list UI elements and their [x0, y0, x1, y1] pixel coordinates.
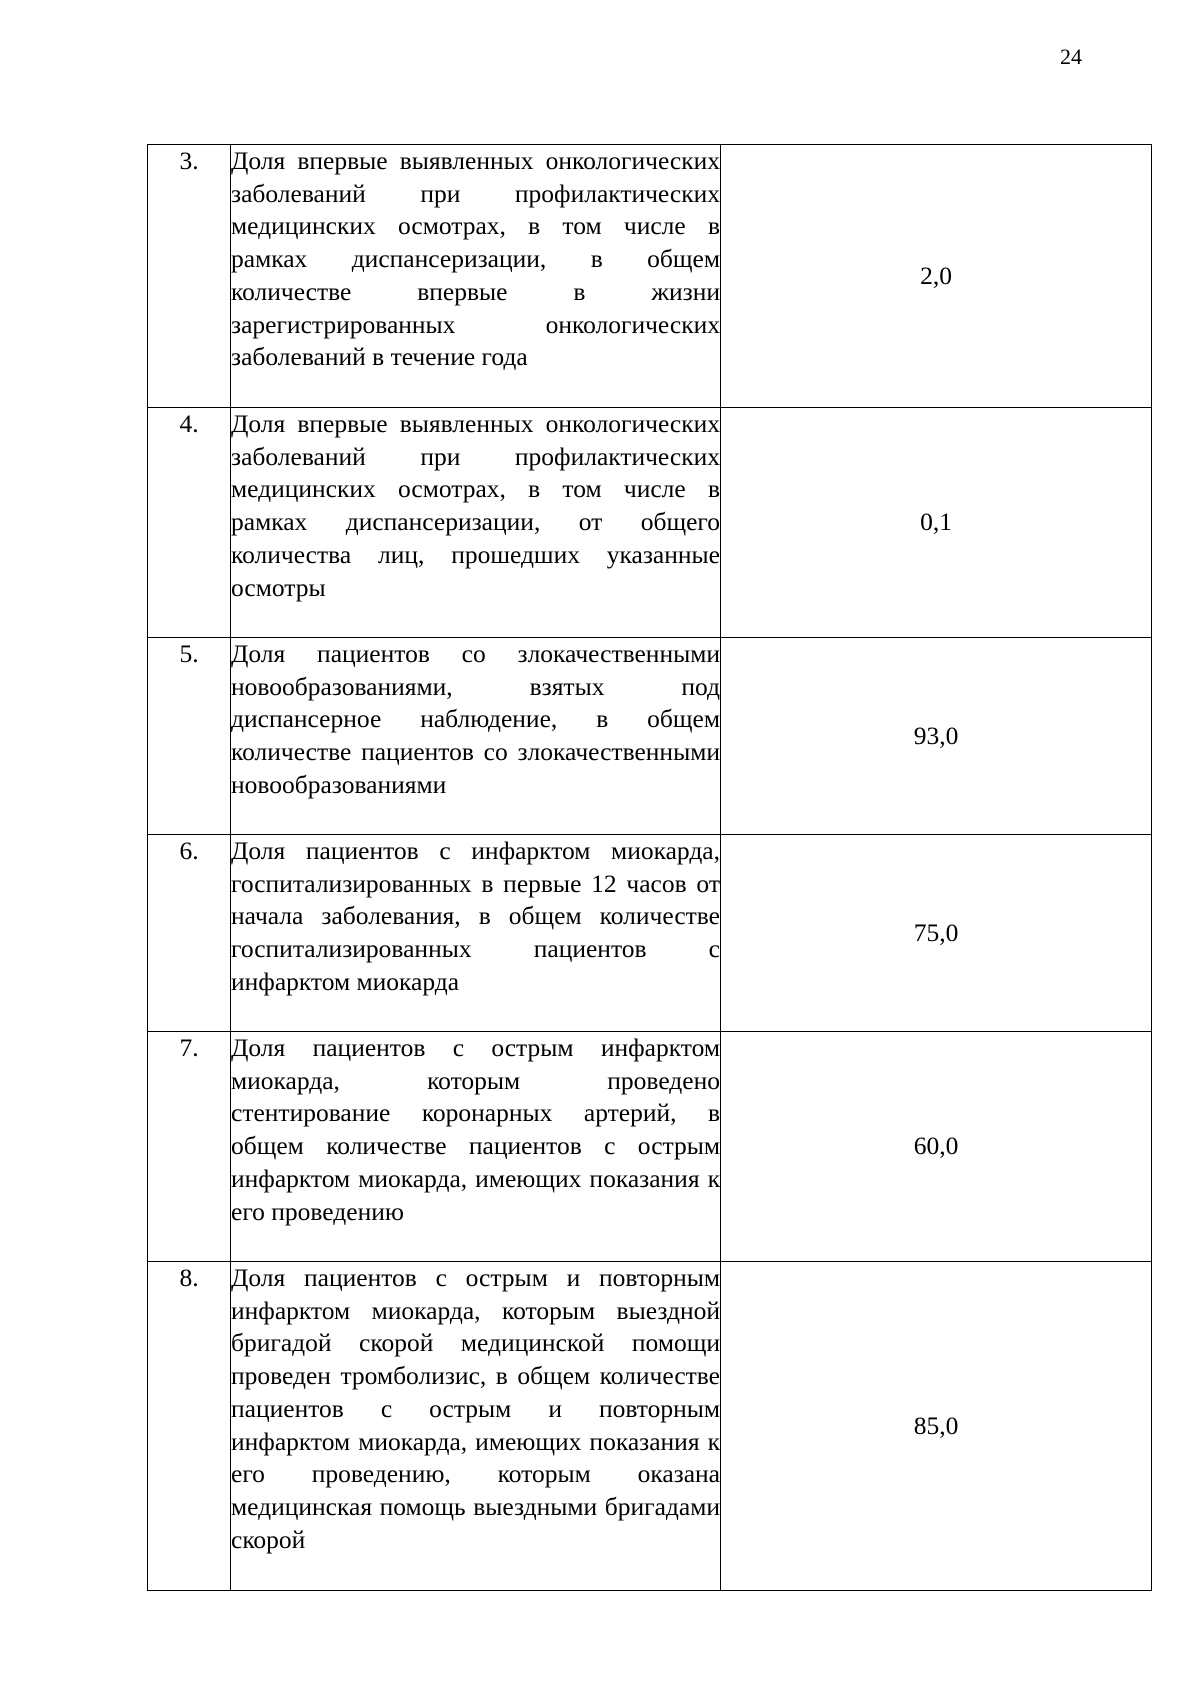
table-row: [148, 1032, 1152, 1262]
indicator-description: [231, 1032, 721, 1262]
indicator-description: [231, 408, 721, 638]
table-row: [148, 145, 1152, 408]
indicator-description: [231, 145, 721, 408]
table-row: [148, 638, 1152, 835]
row-number: 6.: [148, 835, 231, 1032]
indicator-value: 93,0: [721, 638, 1152, 835]
indicators-table: [147, 144, 1152, 1591]
indicator-text: Доля пациентов с инфарктом миокарда, госпитализированных в первые 12 часов от начала заболевания, в общем количестве госпитализированных пациентов с инфарктом миокарда: [231, 836, 720, 996]
indicator-text: Доля пациентов с острым и повторным инфарктом миокарда, которым выездной бригадой скорой медицинской помощи проведен тромболизис, в общем количестве пациентов с острым и повторным инфарктом миокарда, имеющих показания к его проведению, которым оказана медицинская помощь выездными бригадами скорой: [231, 1263, 720, 1554]
indicator-description: [231, 835, 721, 1032]
indicator-value: 75,0: [721, 835, 1152, 1032]
row-number: 7.: [148, 1032, 231, 1262]
row-number: 4.: [148, 408, 231, 638]
row-number: 3.: [148, 145, 231, 408]
table-row: [148, 1262, 1152, 1591]
indicator-value: 0,1: [721, 408, 1152, 638]
indicator-value: 60,0: [721, 1032, 1152, 1262]
indicator-description: [231, 1262, 721, 1591]
indicator-text: Доля пациентов со злокачественными новообразованиями, взятых под диспансерное наблюдение, в общем количестве пациентов со злокачественными новообразованиями: [231, 639, 720, 799]
indicator-text: Доля пациентов с острым инфарктом миокарда, которым проведено стентирование коронарных артерий, в общем количестве пациентов с острым инфарктом миокарда, имеющих показания к его проведению: [231, 1033, 720, 1226]
table-row: [148, 408, 1152, 638]
indicator-text: Доля впервые выявленных онкологических заболеваний при профилактических медицинских осмотрах, в том числе в рамках диспансеризации, от общего количества лиц, прошедших указанные осмотры: [231, 409, 720, 602]
indicator-text: Доля впервые выявленных онкологических заболеваний при профилактических медицинских осмотрах, в том числе в рамках диспансеризации, в общем количестве впервые в жизни зарегистрированных онкологических заболеваний в течение года: [231, 146, 720, 372]
indicator-description: [231, 638, 721, 835]
row-number: 8.: [148, 1262, 231, 1591]
page-number: 24: [1060, 44, 1082, 69]
table-row: [148, 835, 1152, 1032]
indicator-value: 85,0: [721, 1262, 1152, 1591]
row-number: 5.: [148, 638, 231, 835]
indicator-value: 2,0: [721, 145, 1152, 408]
